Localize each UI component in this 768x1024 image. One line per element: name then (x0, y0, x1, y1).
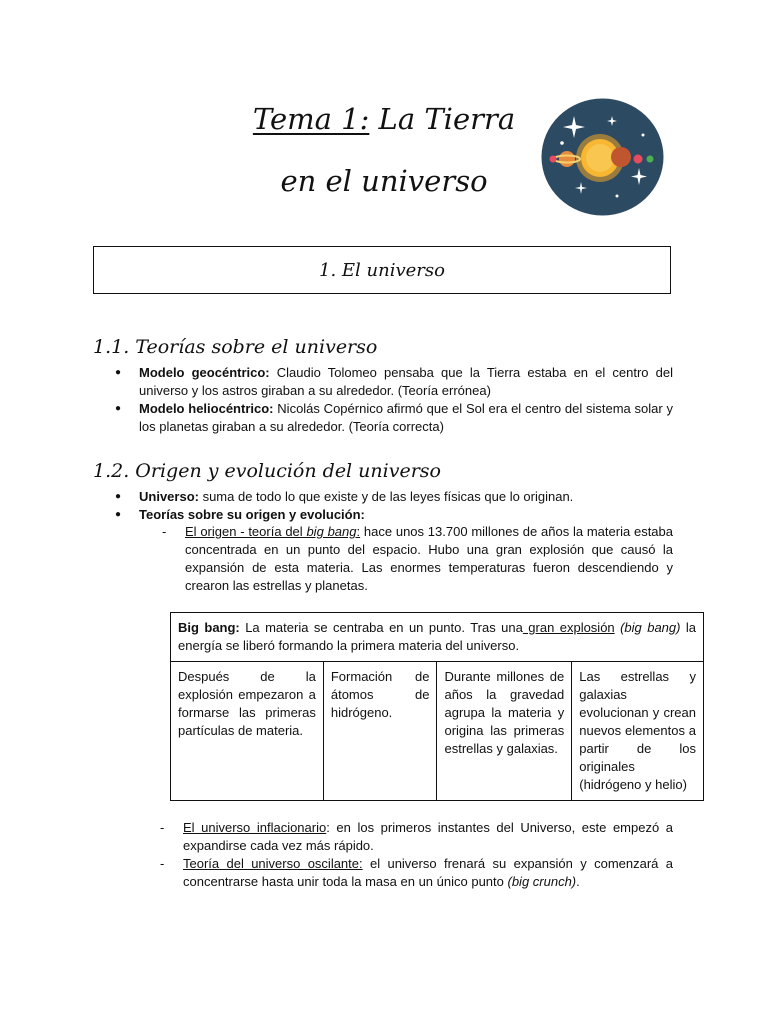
section-heading-box (93, 246, 671, 294)
item-label: Modelo heliocéntrico: (139, 401, 274, 416)
item-text: hace unos 13.700 millones de años la materia estaba concentrada en un punto del espacio. Hubo una gran explosión que causó la expansión de esta materia. Las enormes temperaturas fueron descendiendo y crearon las estrellas y planetas. (185, 524, 673, 593)
title-line-2: en el universo (280, 164, 488, 198)
heading-teorias: 1.1. Teorías sobre el universo (93, 336, 378, 358)
item-label: Teoría del universo oscilante: (183, 856, 363, 871)
list-item: - Teoría del universo oscilante: el universo frenará su expansión y comenzará a concentrarse hasta unir toda la masa en un único punto (big crunch). (160, 855, 673, 891)
list-item (115, 364, 673, 400)
list-item (162, 523, 673, 595)
item-label: Teorías sobre su origen y evolución: (139, 507, 365, 522)
origin-sublist (162, 523, 673, 595)
table-row (171, 613, 704, 662)
item-text: el universo frenará su expansión y comenzará a concentrarse hasta unir toda la masa en un único punto (183, 856, 673, 889)
big-bang-table (170, 612, 704, 801)
heading-origen: 1.2. Origen y evolución del universo (93, 460, 441, 482)
item-label: El universo inflacionario (183, 820, 327, 835)
section-title: 1. El universo (319, 259, 445, 281)
item-label: Modelo geocéntrico: (139, 365, 270, 380)
item-text: Claudio Tolomeo pensaba que la Tierra estaba en el centro del universo y los astros giraban a su alrededor. (Teoría errónea) (139, 365, 673, 398)
later-sublist (160, 819, 673, 891)
table-cell: Durante millones de años la gravedad agrupa la materia y origina las primeras estrellas y galaxias. (437, 662, 572, 801)
item-text: : en los primeros instantes del Universo, este empezó a expandirse cada vez más rápido. (183, 820, 674, 853)
item-label: Universo: (139, 489, 199, 504)
item-text: Nicolás Copérnico afirmó que el Sol era el centro del sistema solar y los planetas giraban a su alrededor. (Teoría correcta) (139, 401, 674, 434)
teorias-list (115, 364, 673, 436)
item-label: El origen - teoría del big bang: (185, 524, 361, 539)
origen-list (115, 488, 673, 524)
table-header-cell: Big bang: La materia se centraba en un punto. Tras una gran explosión (big bang) la energía se liberó formando la primera materia del universo. (171, 613, 704, 662)
table-cell: Formación de átomos de hidrógeno. (323, 662, 437, 801)
list-item (115, 488, 673, 506)
solar-system-icon (541, 98, 664, 216)
list-item (115, 506, 673, 524)
table-cell: Las estrellas y galaxias evolucionan y crean nuevos elementos a partir de los originales (hidrógeno y helio) (572, 662, 704, 801)
title-prefix: Tema 1: (252, 102, 370, 136)
table-cell: Después de la explosión empezaron a formarse las primeras partículas de materia. (171, 662, 324, 801)
title-rest: La Tierra (369, 102, 516, 136)
table-row (171, 662, 704, 801)
list-item (160, 819, 673, 855)
list-item (115, 400, 673, 436)
item-text: suma de todo lo que existe y de las leyes físicas que lo originan. (198, 489, 574, 504)
